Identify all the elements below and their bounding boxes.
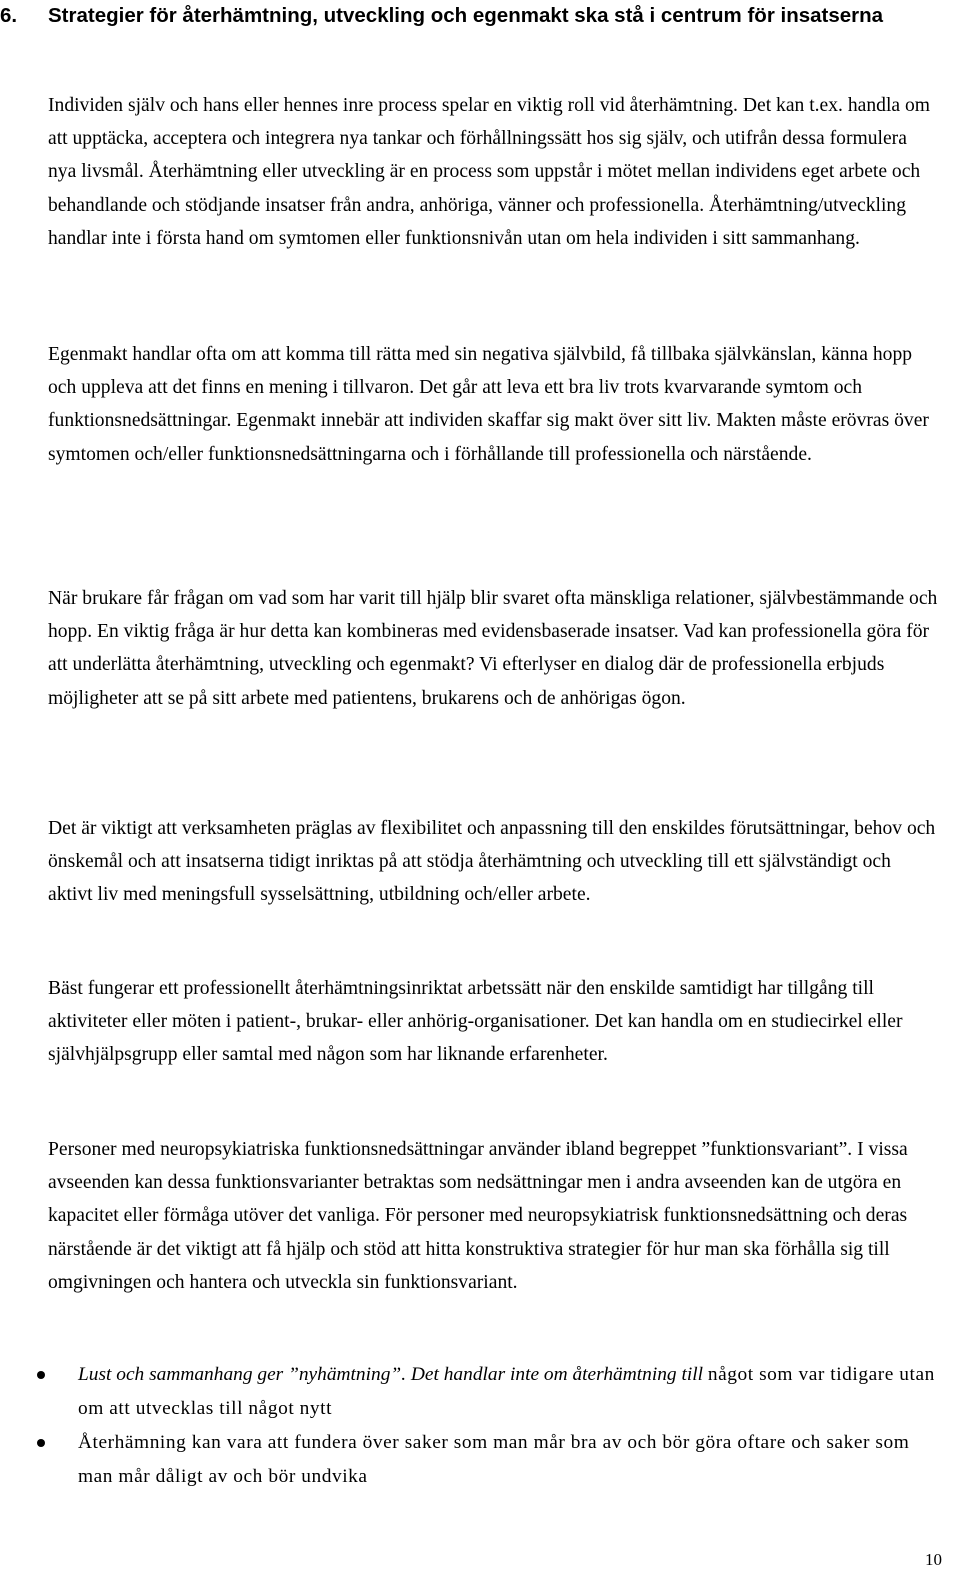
bullet-text: Återhämning kan vara att fundera över saker som man mår bra av och bör göra oftare och saker som man mår dåligt av och bör undvika <box>78 1432 910 1487</box>
bullet-icon <box>37 1371 45 1379</box>
section-title: Strategier för återhämtning, utveckling och egenmakt ska stå i centrum för insatserna <box>48 4 884 27</box>
bullet-italic-text: Lust och sammanhang ger ”nyhämtning”. Det handlar inte om återhämtning till <box>78 1364 703 1385</box>
bullet-icon <box>37 1439 45 1447</box>
section-number: 6. <box>0 4 18 27</box>
list-item <box>0 1358 940 1425</box>
paragraph-empowerment: Egenmakt handlar ofta om att komma till rätta med sin negativa självbild, få tillbaka självkänslan, känna hopp och uppleva att det finns en mening i tillvaron. Det går att leva ett bra liv trots kvarvarande symtom och funktionsnedsättningar. Egenmakt innebär att individen skaffar sig makt över sitt liv. Makten måste erövras över symtomen och/eller funktionsnedsättningarna och i förhållande till professionella och närstående. <box>48 344 929 465</box>
bullet-list <box>0 1358 940 1494</box>
paragraph-function-variant: Personer med neuropsykiatriska funktionsnedsättningar använder ibland begreppet ”funktionsvariant”. I vissa avseenden kan dessa funktionsvarianter betraktas som nedsättningar men i andra avseenden kan de utgöra en kapacitet eller förmåga utöver det vanliga. För personer med neuropsykiatrisk funktionsnedsättning och deras närstående är det viktigt att få hjälp och stöd att hitta konstruktiva strategier för hur man ska förhålla sig till omgivningen och hantera och utveckla sin funktionsvariant. <box>48 1139 908 1293</box>
paragraph-peer-support: Bäst fungerar ett professionellt återhämtningsinriktat arbetssätt när den enskilde samtidigt har tillgång till aktiviteter eller möten i patient-, brukar- eller anhörig-organisationer. Det kan handla om en studiecirkel eller självhjälpsgrupp eller samtal med någon som har liknande erfarenheter. <box>48 978 903 1066</box>
bullet-text: något som var tidigare utan om att utvecklas till något nytt <box>78 1364 935 1419</box>
section-heading <box>0 0 930 32</box>
list-item <box>0 1426 940 1493</box>
paragraph-user-experience: När brukare får frågan om vad som har varit till hjälp blir svaret ofta mänskliga relationer, självbestämmande och hopp. En viktig fråga är hur detta kan kombineras med evidensbaserade insatser. Vad kan professionella göra för att underlätta återhämtning, utveckling och egenmakt? Vi efterlyser en dialog där de professionella erbjuds möjligheter att se på sitt arbete med patientens, brukarens och de anhörigas ögon. <box>48 588 938 709</box>
page-number: 10 <box>925 1550 942 1569</box>
paragraph-recovery-process: Individen själv och hans eller hennes inre process spelar en viktig roll vid återhämtning. Det kan t.ex. handla om att upptäcka, acceptera och integrera nya tankar och förhållningssätt hos sig själv, och utifrån dessa formulera nya livsmål. Återhämtning eller utveckling är en process som uppstår i mötet mellan individens eget arbete och behandlande och stödjande insatser från andra, anhöriga, vänner och professionella. Återhämtning/utveckling handlar inte i första hand om symtomen eller funktionsnivån utan om hela individen i sitt sammanhang. <box>48 95 931 249</box>
paragraph-flexibility: Det är viktigt att verksamheten präglas av flexibilitet och anpassning till den enskildes förutsättningar, behov och önskemål och att insatserna tidigt inriktas på att stödja återhämtning och utveckling till ett självständigt och aktivt liv med meningsfull sysselsättning, utbildning och/eller arbete. <box>48 818 936 906</box>
